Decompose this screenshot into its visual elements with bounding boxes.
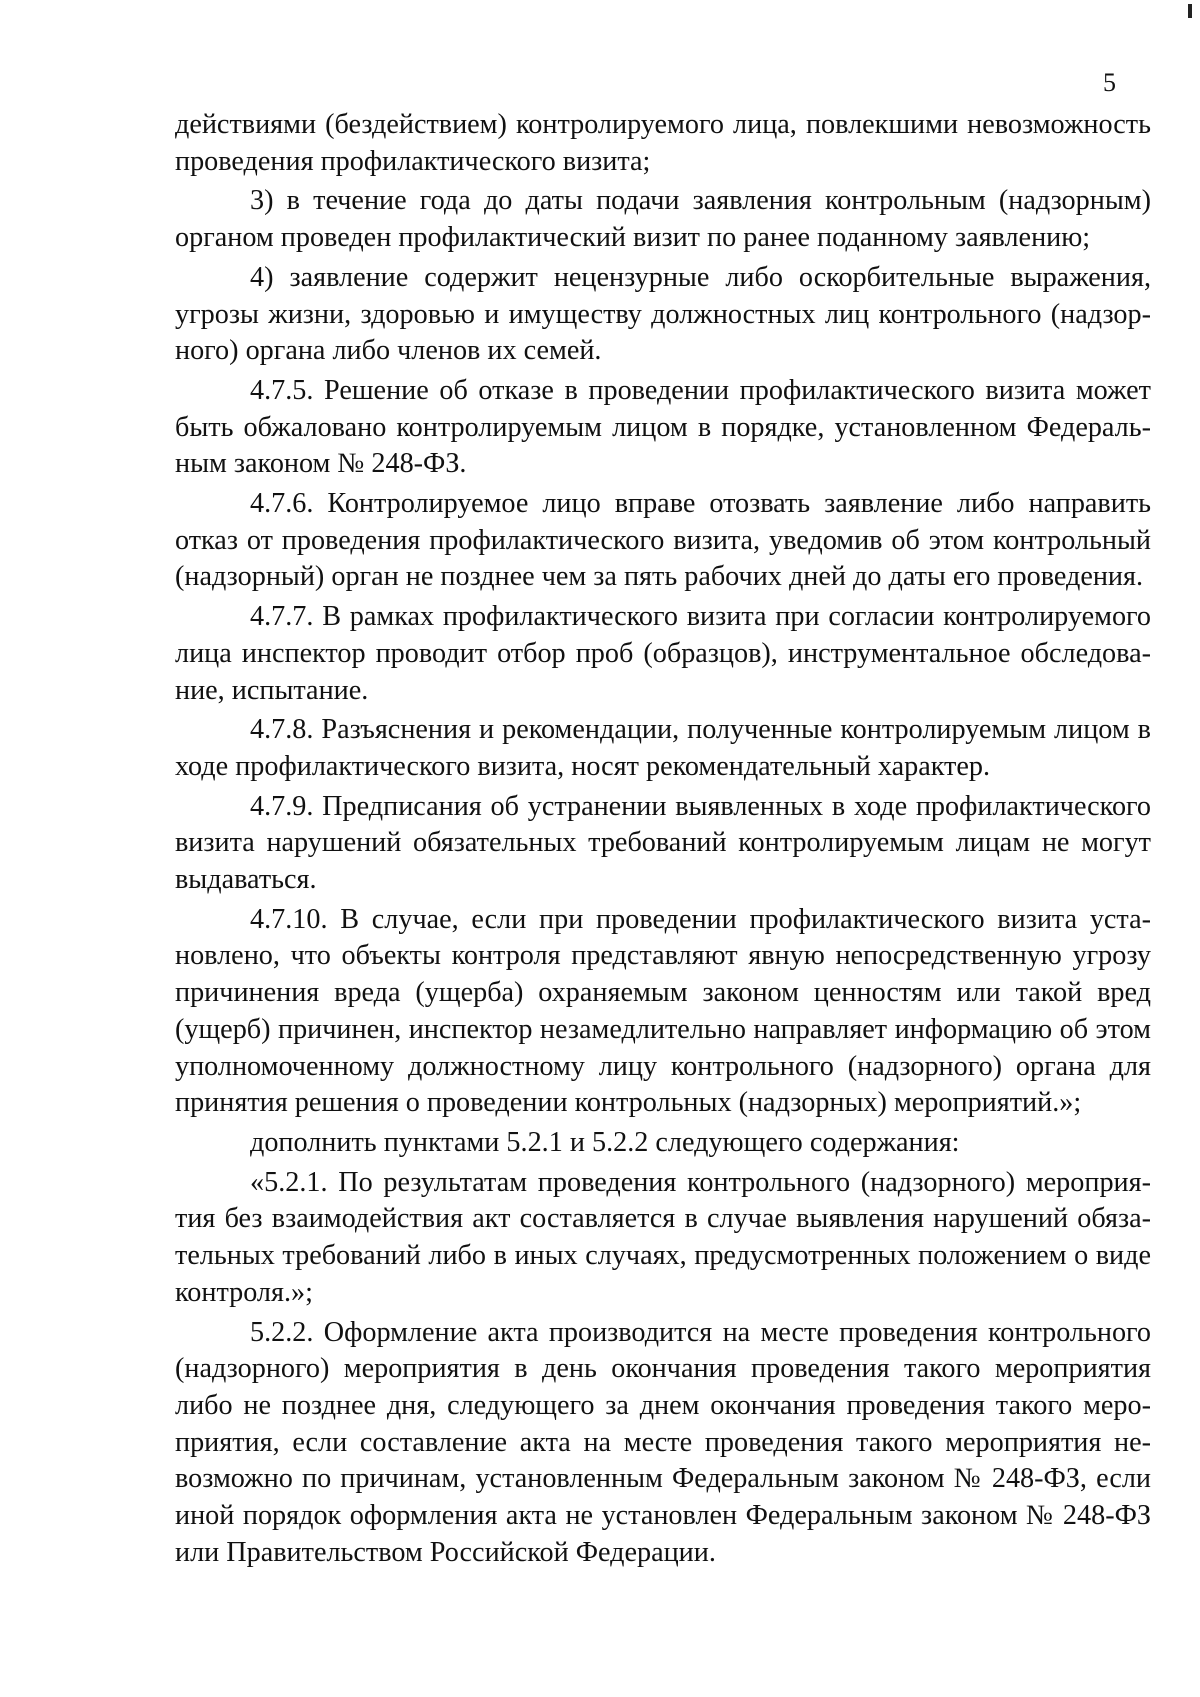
page-number: 5 <box>1103 68 1116 97</box>
document-body <box>175 107 1151 1574</box>
paragraph-5-2-2: 5.2.2. Оформление акта производится на месте проведения контрольного (надзорного) мероприятия в день окончания проведения такого мероприятия либо не позднее дня, следующего за днем окончания проведения такого мероприятия, если составление акта на месте проведения такого мероприятия невозможно по причинам, установленным Федеральным законом № 248-ФЗ, если иной порядок оформления акта не установлен Федеральным законом № 248-ФЗ или Правительством Российской Федерации. <box>175 1316 1151 1568</box>
paragraph-amendment-intro: дополнить пунктами 5.2.1 и 5.2.2 следующего содержания: <box>250 1126 960 1158</box>
paragraph-4-7-5: 4.7.5. Решение об отказе в проведении профилактического визита может быть обжаловано контролируемым лицом в порядке, установленном Федеральным законом № 248-ФЗ. <box>175 374 1151 480</box>
paragraph-continuation: действиями (бездействием) контролируемого лица, повлекшими невозможность проведения профилактического визита; <box>175 109 1151 177</box>
paragraph-4-7-8: 4.7.8. Разъяснения и рекомендации, полученные контролируемым лицом в ходе профилактического визита, носят рекомендательный характер. <box>175 714 1151 782</box>
paragraph-item-3: 3) в течение года до даты подачи заявления контрольным (надзорным) органом проведен профилактический визит по ранее поданному заявлению; <box>175 185 1151 254</box>
paragraph-item-4: 4) заявление содержит нецензурные либо оскорбительные выражения, угрозы жизни, здоровью и имуществу должностных лиц контрольного (надзорного) органа либо членов их семей. <box>175 261 1151 367</box>
paragraph-4-7-6: 4.7.6. Контролируемое лицо вправе отозвать заявление либо направить отказ от проведения профилактического визита, уведомив об этом контрольный (надзорный) орган не позднее чем за пять рабочих дней до даты его проведения. <box>175 488 1151 593</box>
paragraph-4-7-7: 4.7.7. В рамках профилактического визита при согласии контролируемого лица инспектор проводит отбор проб (образцов), инструментальное обследование, испытание. <box>175 601 1151 706</box>
scan-edge-mark <box>1188 4 1192 18</box>
paragraph-4-7-9: 4.7.9. Предписания об устранении выявленных в ходе профилактического визита нарушений обязательных требований контролируемым лицам не могут выдаваться. <box>175 790 1151 896</box>
paragraph-5-2-1: «5.2.1. По результатам проведения контрольного (надзорного) мероприятия без взаимодействия акт составляется в случае выявления нарушений обязательных требований либо в иных случаях, предусмотренных положением о виде контроля.»; <box>175 1166 1151 1308</box>
paragraph-4-7-10: 4.7.10. В случае, если при проведении профилактического визита установлено, что объекты контроля представляют явную непосредственную угрозу причинения вреда (ущерба) охраняемым законом ценностям или такой вред (ущерб) причинен, инспектор незамедлительно направляет информацию об этом уполномоченному должностному лицу контрольного (надзорного) органа для принятия решения о проведении контрольных (надзорных) мероприятий.»; <box>175 903 1151 1119</box>
